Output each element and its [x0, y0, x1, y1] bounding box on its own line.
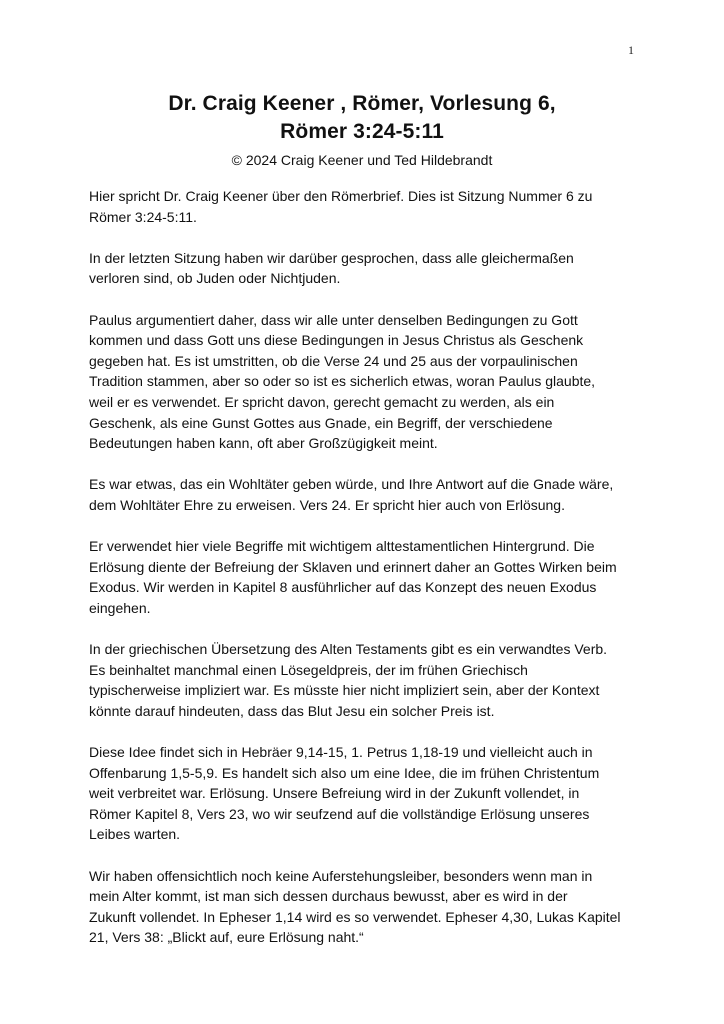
- paragraph-3: Paulus argumentiert daher, dass wir alle unter denselben Bedingungen zu Gott kommen und dass Gott uns diese Bedingungen in Jesus Christus als Geschenk gegeben hat. Es ist umstritten, ob die Verse 24 und 25 aus der vorpaulinischen Tradition stammen, aber so oder so ist es sicherlich etwas, woran Paulus glaubte, weil er es verwendet. Er spricht davon, gerecht gemacht zu werden, als ein Geschenk, als eine Gunst Gottes aus Gnade, ein Begriff, der verschiedene Bedeutungen haben kann, oft aber Großzügigkeit meint.: [89, 311, 596, 452]
- paragraph-1: Hier spricht Dr. Craig Keener über den Römerbrief. Dies ist Sitzung Nummer 6 zu Römer 3:24-5:11.: [89, 188, 593, 225]
- page-number: 1: [628, 43, 634, 57]
- document-title-line-2: Römer 3:24-5:11: [280, 120, 444, 143]
- document-header: [0, 90, 724, 170]
- paragraph-5: Er verwendet hier viele Begriffe mit wichtigem alttestamentlichen Hintergrund. Die Erlösung diente der Befreiung der Sklaven und erinnert daher an Gottes Wirken beim Exodus. Wir werden in Kapitel 8 ausführlicher auf das Konzept des neuen Exodus eingehen.: [89, 538, 617, 616]
- paragraph-8: Wir haben offensichtlich noch keine Auferstehungsleiber, besonders wenn man in mein Alter kommt, ist man sich dessen durchaus bewusst, aber es wird in der Zukunft vollendet. In Epheser 1,14 wird es so verwendet. Epheser 4,30, Lukas Kapitel 21, Vers 38: „Blickt auf, eure Erlösung naht.“: [89, 867, 621, 946]
- document-title-line-1: Dr. Craig Keener , Römer, Vorlesung 6,: [168, 92, 556, 115]
- paragraph-7: Diese Idee findet sich in Hebräer 9,14-15, 1. Petrus 1,18-19 und vielleicht auch in Offenbarung 1,5-5,9. Es handelt sich also um eine Idee, die im frühen Christentum weit verbreitet war. Erlösung. Unsere Befreiung wird in der Zukunft vollendet, in Römer Kapitel 8, Vers 23, wo wir seufzend auf die vollständige Erlösung unseres Leibes warten.: [89, 744, 600, 843]
- document-body: [89, 186, 649, 969]
- paragraph-2: In der letzten Sitzung haben wir darüber gesprochen, dass alle gleichermaßen verloren sind, ob Juden oder Nichtjuden.: [89, 249, 574, 287]
- paragraph-4: Es war etwas, das ein Wohltäter geben würde, und Ihre Antwort auf die Gnade wäre, dem Wohltäter Ehre zu erweisen. Vers 24. Er spricht hier auch von Erlösung.: [89, 476, 614, 513]
- paragraph-6: In der griechischen Übersetzung des Alten Testaments gibt es ein verwandtes Verb. Es beinhaltet manchmal einen Lösegeldpreis, der im frühen Griechisch typischerweise impliziert war. Es müsste hier nicht impliziert sein, aber der Kontext könnte darauf hindeuten, dass das Blut Jesu ein solcher Preis ist.: [89, 641, 608, 719]
- copyright-notice: © 2024 Craig Keener und Ted Hildebrandt: [231, 152, 493, 168]
